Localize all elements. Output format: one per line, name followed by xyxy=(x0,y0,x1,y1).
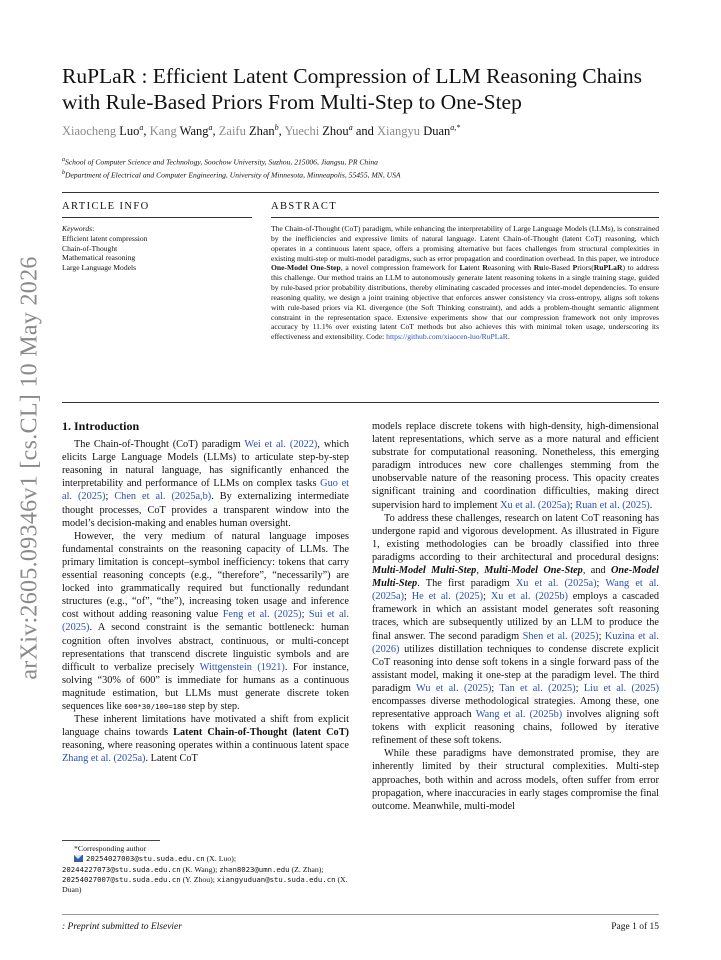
paragraph: The Chain-of-Thought (CoT) paradigm Wei et al. (2022), which elicits Large Language Models (LLMs) to articulate step-by-step reasoning in natural language, has significantly enhanced the interpretability and performance of LLMs on complex tasks Guo et al. (2025); Chen et al. (2025a,b). By externalizing intermediate thought processes, CoT provides a transparent window into the model’s decision-making and enables human oversight. xyxy=(62,439,350,529)
section-heading-introduction: 1. Introduction xyxy=(62,419,140,433)
arxiv-id: arXiv:2605.09346v1 [cs.CL] 10 May 2026 xyxy=(16,256,43,680)
envelope-icon xyxy=(74,855,83,862)
citation[interactable]: Sui et al. (2025) xyxy=(62,609,349,634)
affiliation: $^a$School of Computer Science and Technology, Soochow University, Suzhou, 215006, Jiangsu, PR China xyxy=(62,157,378,167)
author-email: zhan8023@umn.edu (Z. Zhan); xyxy=(219,864,324,874)
author-name: Zaifu Zhan$^b$ xyxy=(218,123,279,139)
affiliations xyxy=(62,155,662,181)
citation[interactable]: Wu et al. (2025) xyxy=(416,682,492,694)
divider xyxy=(62,192,659,193)
paragraph: However, the very medium of natural language imposes fundamental constraints on the reasoning capacity of LLMs. The primary limitation is concept–symbol inefficiency: tokens that carry essential reasoning concepts (e.g., “therefore”, “necessarily”) are locked into grammatically required but functionally redundant structures (e.g., “of”, “the”), increasing token usage and inference cost without adding reasoning value Feng et al. (2025); Sui et al. (2025). A second constraint is the semantic bottleneck: human cognition often involves abstract, continuous, or multi-concept representations that transcend discrete linguistic symbols and are difficult to verbalize precisely Wittgenstein (1921). For instance, solving “30% of 600” is immediate for humans as a continuous magnitude estimation, but LLMs must generate discrete token sequences like 600*30/100=180 step by step. xyxy=(62,530,350,712)
citation[interactable]: Zhang et al. (2025a) xyxy=(62,753,146,765)
author-email: xiangyuduan@stu.suda.edu.cn (X. Duan) xyxy=(62,874,348,895)
citation[interactable]: Chen et al. (2025a,b) xyxy=(114,491,212,503)
footnote xyxy=(62,844,349,895)
citation[interactable]: Liu et al. (2025) xyxy=(583,682,660,694)
keyword: Chain-of-Thought xyxy=(62,243,118,253)
keyword-list xyxy=(62,234,252,273)
paragraph: These inherent limitations have motivated a shift from explicit language chains towards Latent Chain-of-Thought (latent CoT) reasoning, where reasoning operates within a continuous latent space Zhang et al. (2025a). Latent CoT xyxy=(62,714,349,765)
paper-title: RuPLaR : Efficient Latent Compression of LLM Reasoning Chains with Rule-Based Priors From Multi-Step to One-Step xyxy=(62,64,643,114)
divider xyxy=(62,217,252,218)
paragraph: While these paradigms have demonstrated promise, they are inherently limited by their structural complexities. Multi-step approaches, both within and across models, often suffer from error propagation, where inaccuracies in early stages compromise the final outcome. Meanwhile, multi-model xyxy=(372,748,659,812)
divider xyxy=(271,217,659,218)
author-list: Xiaocheng Luo$^a$, Kang Wang$^a$, Zaifu Zhan$^b$, Yuechi Zhou$^a$ and Xiangyu Duan$^{a,*}$ xyxy=(62,123,461,139)
author-email: 20254027003@stu.suda.edu.cn (X. Luo); xyxy=(62,854,236,863)
citation[interactable]: Wang et al. (2025a) xyxy=(372,578,659,603)
footer-divider xyxy=(62,914,659,915)
abstract-heading: ABSTRACT xyxy=(271,201,338,212)
citation[interactable]: Feng et al. (2025) xyxy=(222,609,302,621)
author-email: 20244227073@stu.suda.edu.cn (K. Wang); xyxy=(62,864,220,874)
citation[interactable]: Xu et al. (2025a) xyxy=(500,499,570,511)
citation[interactable]: Wang et al. (2025b) xyxy=(475,709,563,721)
article-info-heading: ARTICLE INFO xyxy=(62,201,150,212)
citation[interactable]: He et al. (2025) xyxy=(411,591,484,603)
keywords-label: Keywords xyxy=(62,224,93,233)
divider xyxy=(62,402,659,403)
paragraph: models replace discrete tokens with high-density, high-dimensional latent representations, which serve as a more natural and efficient substrate for computational reasoning. Nonetheless, this emerging paradigm introduces new core challenges stemming from the unobservable nature of the reasoning process. This opacity creates significant training and coordination difficulties, making direct supervision hard to implement Xu et al. (2025a); Ruan et al. (2025). xyxy=(372,421,659,511)
email-list xyxy=(62,854,349,895)
keyword: Efficient latent compression xyxy=(62,233,148,243)
citation[interactable]: Tan et al. (2025) xyxy=(499,682,576,694)
citation[interactable]: Ruan et al. (2025) xyxy=(575,499,650,511)
author-name: Xiangyu Duan$^{a,*}$ xyxy=(377,123,461,139)
left-column xyxy=(62,420,349,765)
code-link[interactable]: https://github.com/xiaocen-luo/RuPLaR xyxy=(386,332,508,342)
preprint-note: : Preprint submitted to Elsevier xyxy=(62,922,182,932)
citation[interactable]: Guo et al. (2025) xyxy=(62,478,349,503)
keywords-block: Keywords: Efficient latent compression Chain-of-Thought Mathematical reasoning Large Language Models xyxy=(62,224,252,273)
arxiv-stamp xyxy=(10,258,50,678)
keyword: Large Language Models xyxy=(62,263,137,273)
author-email: 20254027007@stu.suda.edu.cn (Y. Zhou); xyxy=(62,874,217,884)
citation[interactable]: Wei et al. (2022) xyxy=(244,439,318,451)
citation[interactable]: Wittgenstein (1921) xyxy=(199,661,285,673)
author-name: Kang Wang$^a$ xyxy=(149,123,213,139)
author-name: Yuechi Zhou$^a$ xyxy=(284,123,353,139)
citation[interactable]: Xu et al. (2025b) xyxy=(490,591,568,603)
paragraph: To address these challenges, research on latent CoT reasoning has undergone rapid and vigorous development. As illustrated in Figure 1, existing methodologies can be broadly classified into three paradigms according to their architectural and procedural designs: Multi-Model Multi-Step, Multi-Model One-Step, and One-Model Multi-Step. The first paradigm Xu et al. (2025a); Wang et al. (2025a); He et al. (2025); Xu et al. (2025b) employs a cascaded framework in which an assistant model generates soft reasoning traces, which are subsequently utilized by an LLM to produce the final answer. The second paradigm Shen et al. (2025); Kuzina et al. (2026) utilizes distillation techniques to condense discrete explicit CoT reasoning into dense soft tokens in a single forward pass of the assistant model, making it one-step at the paradigm level. The third paradigm Wu et al. (2025); Tan et al. (2025); Liu et al. (2025) encompasses diverse methodological strategies. Among these, one representative approach Wang et al. (2025b) involves aligning soft tokens with explicit reasoning chains, followed by iterative refinement of these soft tokens. xyxy=(372,512,660,747)
keyword: Mathematical reasoning xyxy=(62,253,136,263)
citation[interactable]: Shen et al. (2025) xyxy=(522,630,599,642)
corresponding-author-note: *Corresponding author xyxy=(74,844,147,853)
right-column xyxy=(372,420,659,813)
citation[interactable]: Xu et al. (2025a) xyxy=(515,578,597,590)
author-name: Xiaocheng Luo$^a$ xyxy=(62,123,144,139)
abstract-text: The Chain-of-Thought (CoT) paradigm, while enhancing the interpretability of Large Language Models (LLMs), is constrained by the inefficiencies and expressive limits of natural language. Latent Chain-of-Thought (latent CoT) reasoning, which operates in a continuous latent space, offers a promising alternative but faces challenges from structural complexities in existing multi-step or multi-model paradigms, such as error propagation and coordination overhead. In this paper, we introduce One-Model One-Step, a novel compression framework for Latent Reasoning with Rule-Based Priors(RuPLaR) to address this challenge. Our method trains an LLM to autonomously generate latent reasoning tokens in a single training stage, guided by rule-based prior probability distributions, thereby eliminating cascaded processes and inter-model dependencies. To ensure reasoning quality, we design a joint training objective that enforces answer consistency via cross-entropy, aligns soft tokens with rule-based priors via KL divergence (the Soft Thinking constraint), and adds a problem-thought semantic alignment constraint in the representation space. Extensive experiments show that our compression framework not only improves accuracy by 11.1% over existing latent CoT methods but also achieves this with minimal token usage, underscoring its effectiveness and extensibility. Code: https://github.com/xiaocen-luo/RuPLaR. xyxy=(271,224,659,342)
footnote-rule xyxy=(62,840,160,841)
citation[interactable]: Kuzina et al. (2026) xyxy=(372,630,659,655)
page-number: Page 1 of 15 xyxy=(611,922,659,932)
affiliation: $^b$Department of Electrical and Computer Engineering, University of Minnesota, Minneapolis, 55455, MN, USA xyxy=(62,170,401,180)
